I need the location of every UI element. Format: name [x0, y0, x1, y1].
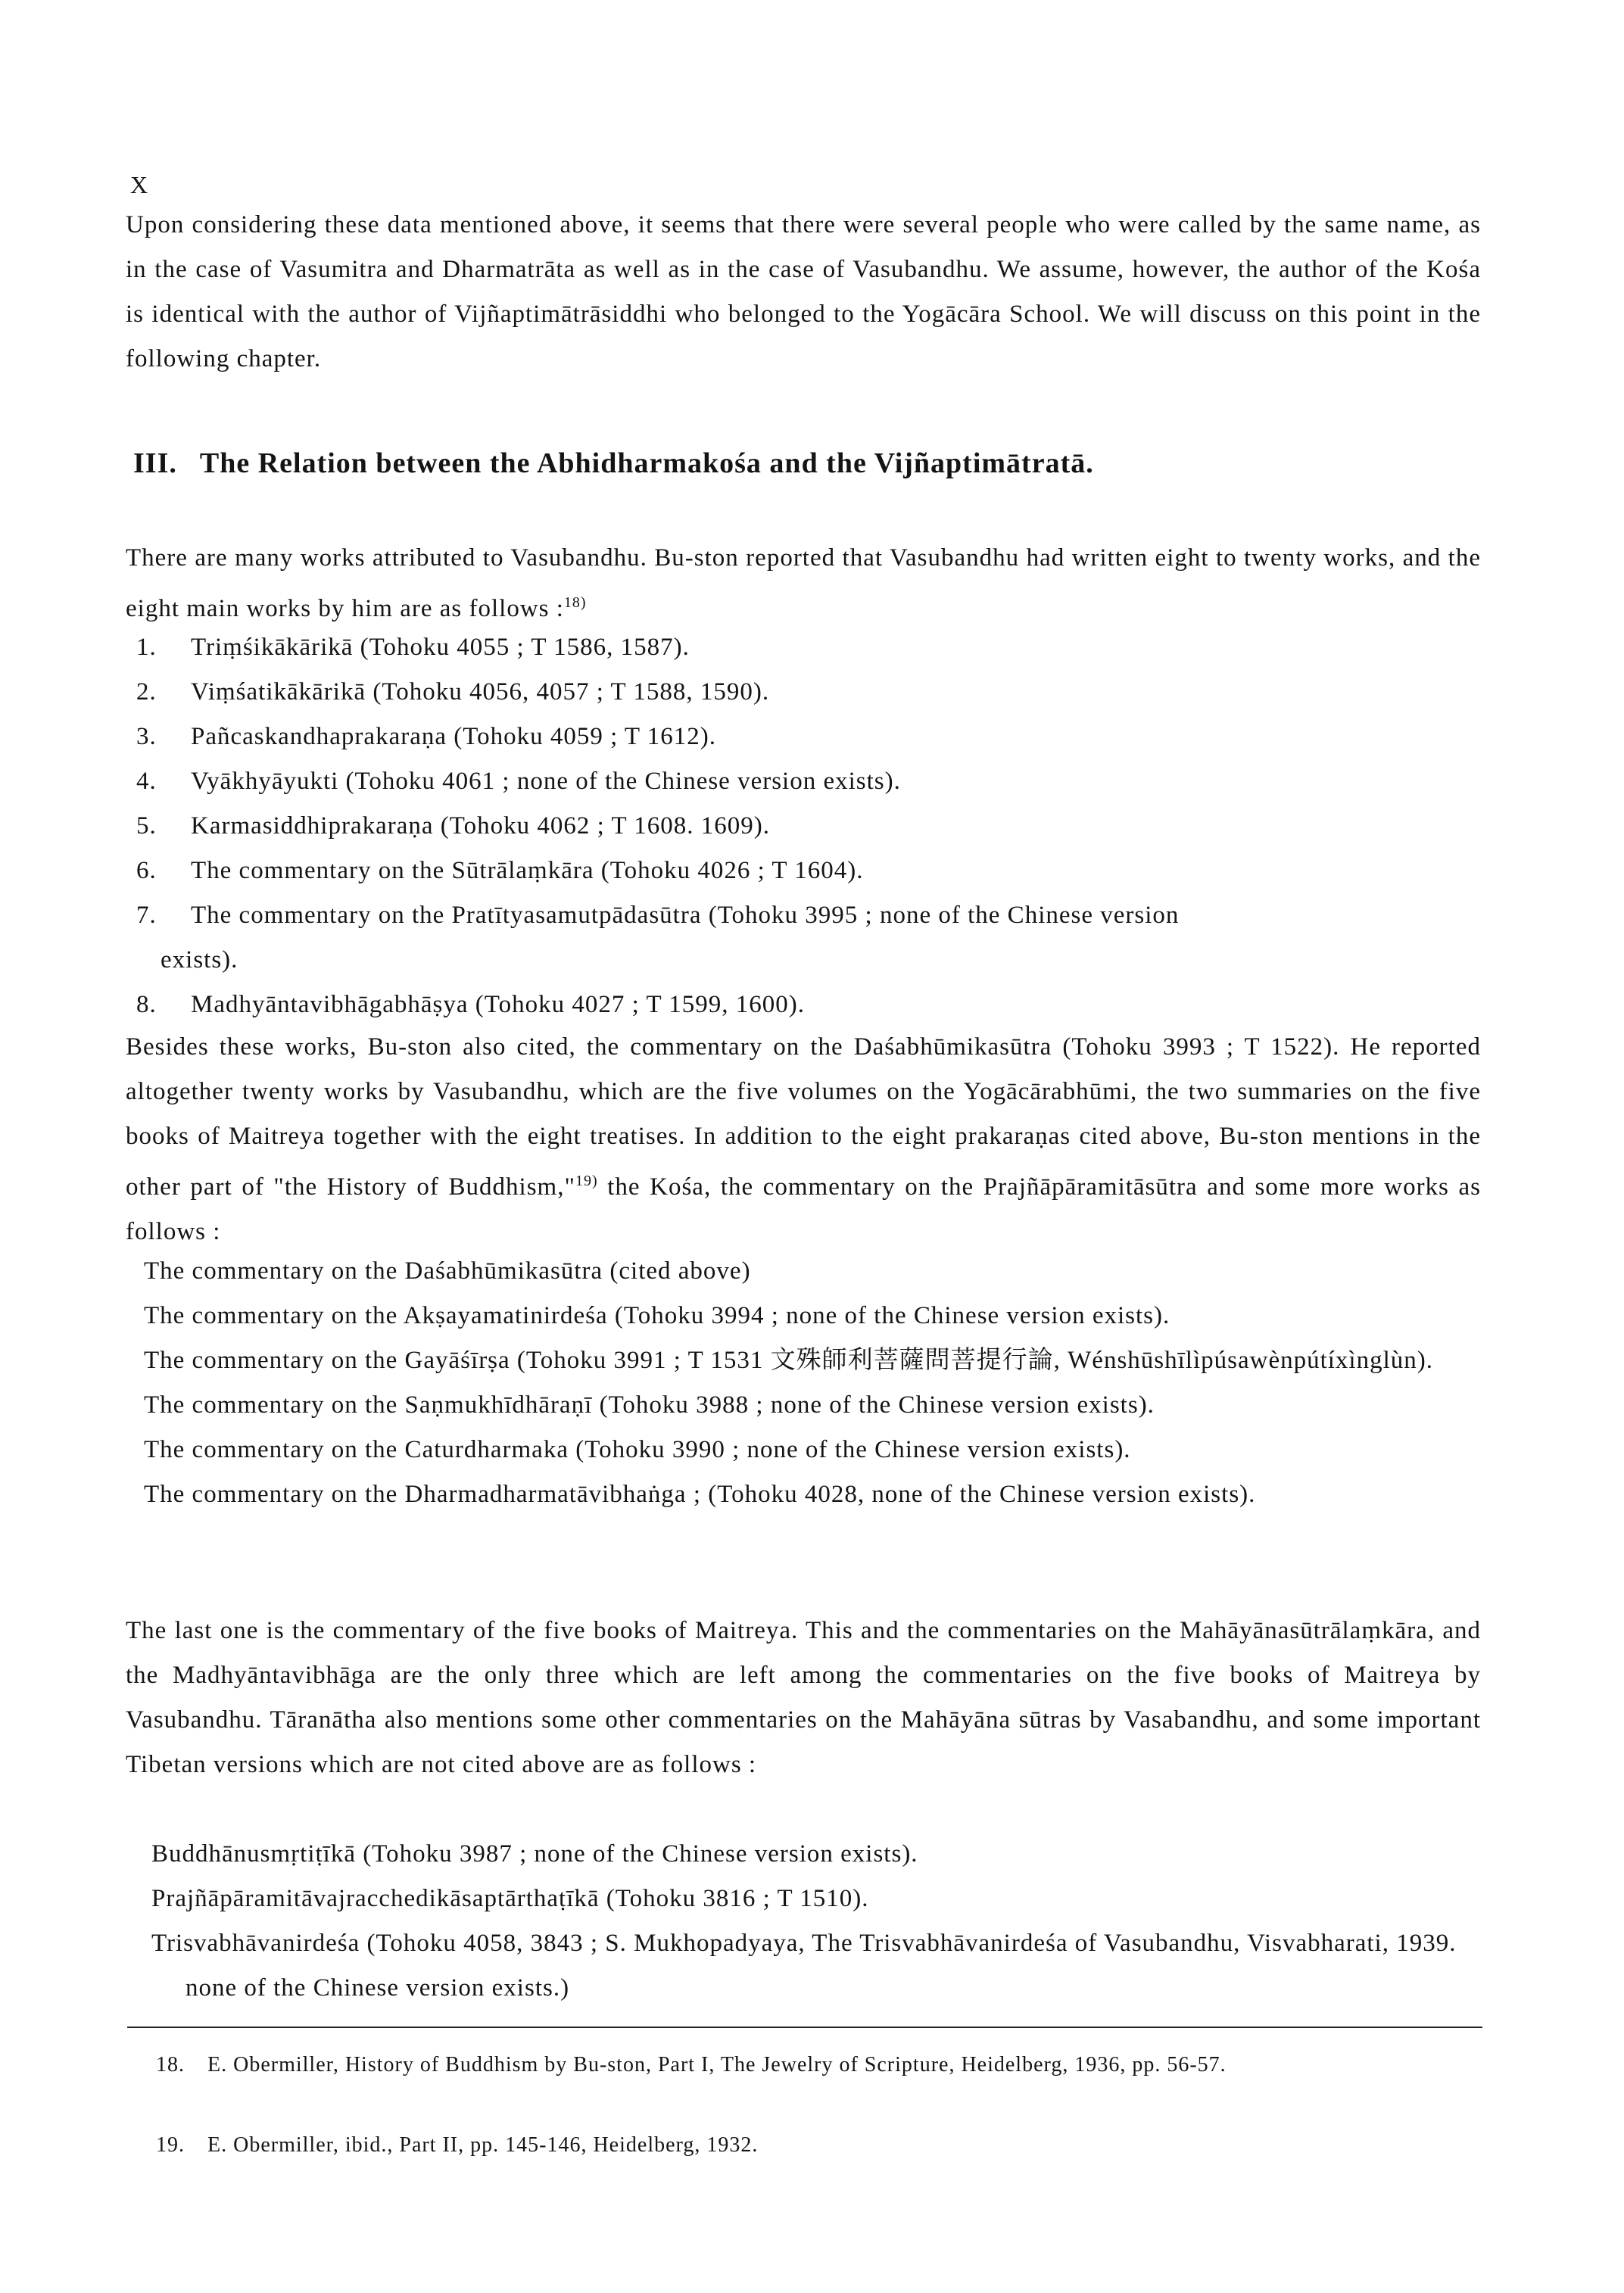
- item-text: The commentary on the Sūtrālaṃkāra (Tohoku 4026 ; T 1604).: [191, 857, 864, 884]
- list-item: The commentary on the Saṇmukhīdhāraṇī (Tohoku 3988 ; none of the Chinese version exists).: [144, 1391, 1155, 1419]
- item-number: 6.: [136, 857, 157, 884]
- footnote-18: [156, 2045, 1481, 2085]
- list-item: [130, 670, 1485, 715]
- list-item: [130, 759, 1485, 804]
- footnote-number: 18.: [156, 2053, 185, 2076]
- list-item: [130, 849, 1485, 893]
- footnote-ref-19: 19): [575, 1173, 598, 1189]
- item-text: Pañcaskandhaprakaraṇa (Tohoku 4059 ; T 1612).: [191, 723, 716, 750]
- list-item: [130, 715, 1485, 759]
- item-number: 4.: [136, 768, 157, 795]
- item-text: Madhyāntavibhāgabhāṣya (Tohoku 4027 ; T 1599, 1600).: [191, 991, 806, 1018]
- item-text: Karmasiddhiprakaraṇa (Tohoku 4062 ; T 1608. 1609).: [191, 812, 770, 840]
- item-text: Viṃśatikākārikā (Tohoku 4056, 4057 ; T 1588, 1590).: [191, 678, 770, 706]
- item-number: 7.: [136, 902, 157, 929]
- item-text: The commentary on the Pratītyasamutpādasūtra (Tohoku 3995 ; none of the Chinese version: [191, 902, 1180, 929]
- works-intro-text: There are many works attributed to Vasubandhu. Bu-ston reported that Vasubandhu had written eight to twenty works, and the eight main works by him are as follows :: [126, 544, 1481, 622]
- footnote-divider: [127, 2027, 1482, 2028]
- intro-paragraph: Upon considering these data mentioned above, it seems that there were several people who were called by the same name, as in the case of Vasumitra and Dharmatrāta as well as in the case of Vasubandhu. We assume, however, the author of the Kośa is identical with the author of Vijñaptimātrāsiddhi who belonged to the Yogācāra School. We will discuss on this point in the following chapter.: [126, 211, 1481, 372]
- list-item: The commentary on the Dharmadharmatāvibhaṅga ; (Tohoku 4028, none of the Chinese version exists).: [144, 1481, 1256, 1508]
- item-number: 1.: [136, 634, 157, 661]
- section-heading: [133, 447, 1094, 480]
- besides-text-a: Besides these works, Bu-ston also cited, the commentary on the Daśabhūmikasūtra (Tohoku 3993 ; T 1522). He reported altogether twenty works by Vasubandhu, which are the five volumes on the Yogācārabhūmi, the two summaries on the five books of Maitreya together with the eight treatises. In addition to the eight prakaraṇas cited above, Bu-ston mentions in the other part of "the History of Buddhism,": [126, 1033, 1481, 1201]
- item-continuation: exists).: [161, 946, 238, 974]
- item-number: 3.: [136, 723, 157, 750]
- section-title: The Relation between the Abhidharmakośa and the Vijñaptimātratā.: [199, 447, 1094, 479]
- besides-text-b: the Kośa, the commentary on the Prajñāpāramitāsūtra and some more works as follows :: [126, 1173, 1481, 1245]
- list-item: The commentary on the Caturdharmaka (Tohoku 3990 ; none of the Chinese version exists).: [144, 1436, 1131, 1463]
- list-item: [130, 804, 1485, 849]
- besides-paragraph: [126, 1025, 1481, 1254]
- item-text: Triṃśikākārikā (Tohoku 4055 ; T 1586, 1587).: [191, 634, 690, 661]
- footnote-text: E. Obermiller, ibid., Part II, pp. 145-146, Heidelberg, 1932.: [207, 2133, 759, 2157]
- footnote-19: [156, 2126, 1481, 2165]
- list-item: [130, 625, 1485, 670]
- list-item: The commentary on the Daśabhūmikasūtra (cited above): [144, 1257, 751, 1285]
- footnote-number: 19.: [156, 2133, 185, 2157]
- list-item: Trisvabhāvanirdeśa (Tohoku 4058, 3843 ; S. Mukhopadyaya, The Trisvabhāvanirdeśa of Vasubandhu, Visvabharati, 1939. none of the Chinese version exists.): [151, 1930, 1457, 2002]
- list-item: The commentary on the Akṣayamatinirdeśa (Tohoku 3994 ; none of the Chinese version exists).: [144, 1302, 1170, 1329]
- item-number: 2.: [136, 678, 157, 706]
- tibetan-versions-list: [151, 1832, 1492, 2011]
- section-number: III.: [133, 447, 177, 479]
- list-item: [130, 983, 1485, 1027]
- works-intro-paragraph: [126, 536, 1481, 631]
- list-item: [130, 893, 1485, 983]
- list-item: The commentary on the Gayāśīrṣa (Tohoku 3991 ; T 1531 文殊師利菩薩問菩提行論, Wénshūshīlìpúsawènpútíxìnglùn).: [144, 1347, 1434, 1374]
- last-paragraph: The last one is the commentary of the five books of Maitreya. This and the commentaries on the Mahāyānasūtrālaṃkāra, and the Madhyāntavibhāga are the only three which are left among the commentaries on the five books of Maitreya by Vasubandhu. Tāranātha also mentions some other commentaries on the Mahāyāna sūtras by Vasabandhu, and some important Tibetan versions which are not cited above are as follows :: [126, 1617, 1481, 1778]
- footnote-text: E. Obermiller, History of Buddhism by Bu-ston, Part I, The Jewelry of Scripture, Heidelberg, 1936, pp. 56-57.: [207, 2053, 1227, 2076]
- footnote-ref-18: 18): [563, 594, 587, 611]
- item-text: Vyākhyāyukti (Tohoku 4061 ; none of the Chinese version exists).: [191, 768, 901, 795]
- item-number: 8.: [136, 991, 157, 1018]
- page-number: X: [130, 171, 149, 198]
- item-number: 5.: [136, 812, 157, 840]
- main-works-list: [130, 625, 1485, 1027]
- list-item: Prajñāpāramitāvajracchedikāsaptārthaṭīkā (Tohoku 3816 ; T 1510).: [151, 1885, 869, 1912]
- commentaries-list: [144, 1249, 1484, 1517]
- list-item: Buddhānusmṛtiṭīkā (Tohoku 3987 ; none of the Chinese version exists).: [151, 1840, 918, 1868]
